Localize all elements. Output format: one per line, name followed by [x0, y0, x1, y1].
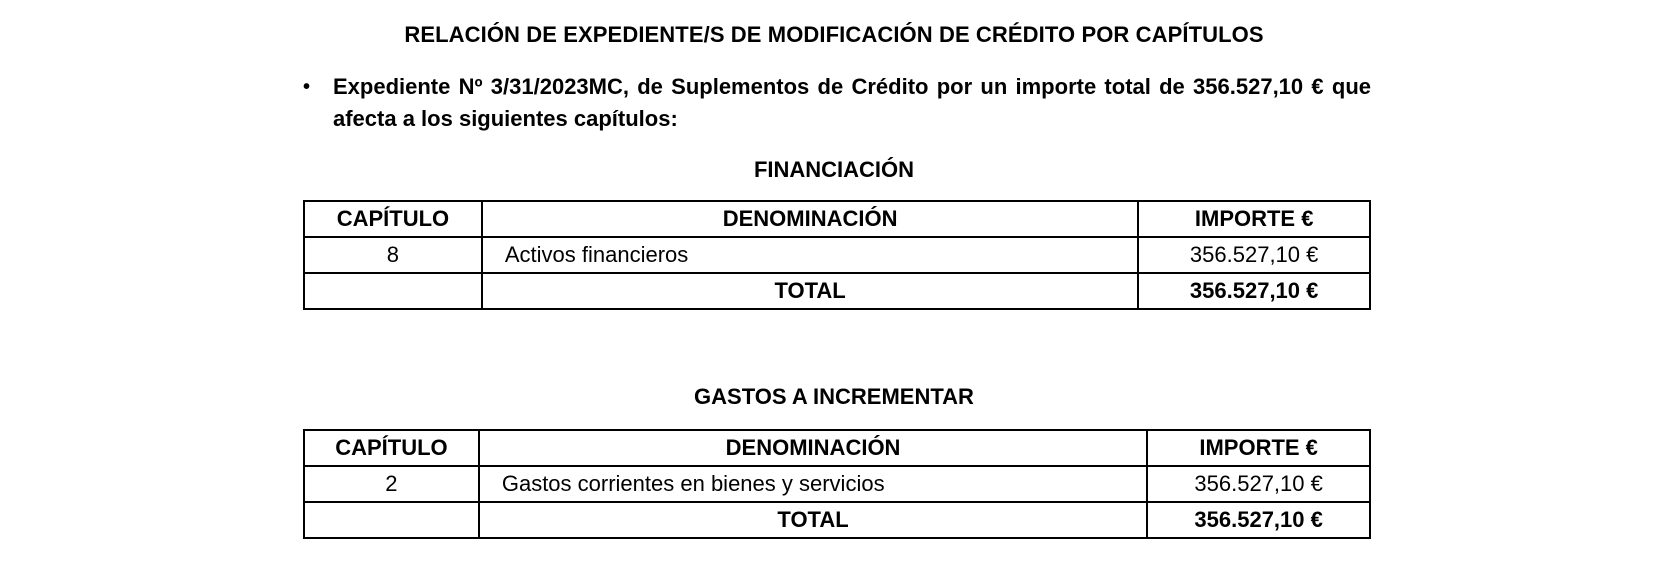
cell-capitulo: 8 — [304, 237, 482, 273]
document-title: RELACIÓN DE EXPEDIENTE/S DE MODIFICACIÓN DE CRÉDITO POR CAPÍTULOS — [404, 22, 1264, 47]
table-total-row — [304, 502, 1370, 538]
cell-total-label: TOTAL — [482, 273, 1138, 309]
cell-denominacion: Gastos corrientes en bienes y servicios — [479, 466, 1147, 502]
cell-total-capitulo — [304, 502, 479, 538]
cell-capitulo: 2 — [304, 466, 479, 502]
expediente-text: Expediente Nº 3/31/2023MC, de Suplementos de Crédito por un importe total de 356.527,10 € que afecta a los siguientes capítulos: — [333, 74, 1371, 131]
cell-importe: 356.527,10 € — [1138, 237, 1370, 273]
bullet-icon: • — [303, 76, 311, 98]
table-total-row — [304, 273, 1370, 309]
gastos-table — [303, 429, 1371, 539]
table-header-row — [304, 201, 1370, 237]
cell-total-label: TOTAL — [479, 502, 1147, 538]
table-header-row — [304, 430, 1370, 466]
table-row — [304, 466, 1370, 502]
cell-total-importe: 356.527,10 € — [1138, 273, 1370, 309]
header-capitulo: CAPÍTULO — [304, 201, 482, 237]
cell-denominacion: Activos financieros — [482, 237, 1138, 273]
header-denominacion: DENOMINACIÓN — [482, 201, 1138, 237]
cell-total-importe: 356.527,10 € — [1147, 502, 1370, 538]
gastos-title: GASTOS A INCREMENTAR — [694, 384, 974, 409]
header-importe: IMPORTE € — [1147, 430, 1370, 466]
cell-total-capitulo — [304, 273, 482, 309]
header-capitulo: CAPÍTULO — [304, 430, 479, 466]
header-importe: IMPORTE € — [1138, 201, 1370, 237]
expediente-bullet — [303, 71, 1371, 135]
header-denominacion: DENOMINACIÓN — [479, 430, 1147, 466]
financiacion-title: FINANCIACIÓN — [753, 157, 915, 182]
table-row — [304, 237, 1370, 273]
financiacion-table — [303, 200, 1371, 310]
cell-importe: 356.527,10 € — [1147, 466, 1370, 502]
